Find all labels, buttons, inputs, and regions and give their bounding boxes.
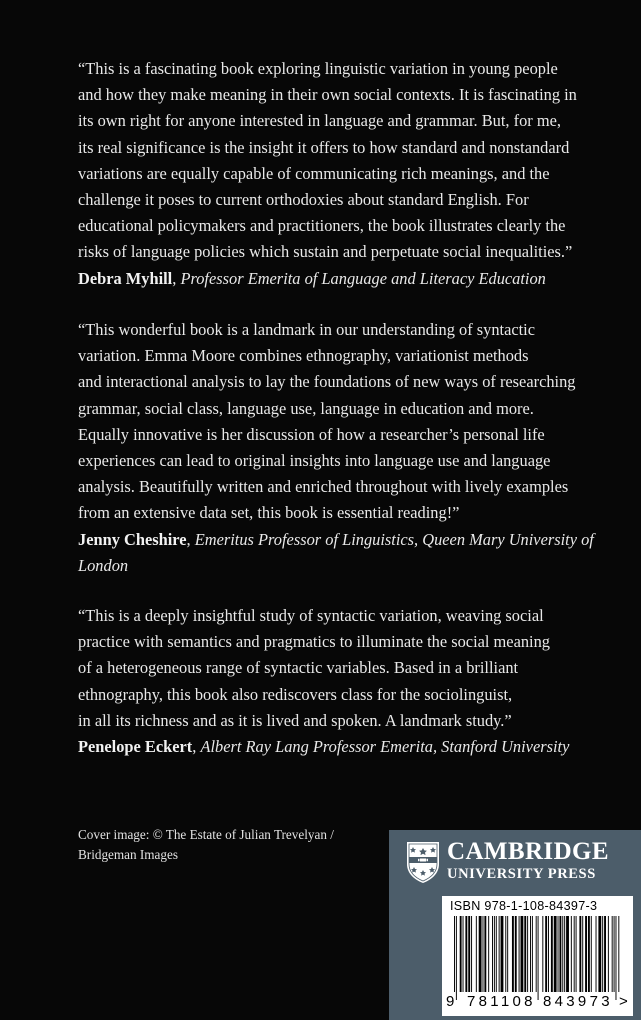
barcode-digit-first: 9 bbox=[446, 993, 455, 1010]
barcode-bar bbox=[562, 916, 563, 992]
barcode-bars bbox=[450, 916, 626, 1000]
quote-line: grammar, social class, language use, language in education and more. bbox=[78, 398, 534, 418]
barcode-bar bbox=[551, 916, 553, 992]
barcode-bar bbox=[538, 916, 539, 1000]
barcode-bar bbox=[505, 916, 506, 992]
barcode-bar bbox=[614, 916, 615, 992]
barcode-bar bbox=[456, 916, 457, 1000]
barcode-bar bbox=[460, 916, 462, 992]
quote-line: practice with semantics and pragmatics to illuminate the social meaning bbox=[78, 632, 550, 652]
barcode-bar bbox=[554, 916, 557, 992]
barcode-bar bbox=[527, 916, 528, 992]
barcode-bar bbox=[579, 916, 581, 992]
endorsement-1-text bbox=[78, 56, 598, 266]
barcode-bar bbox=[479, 916, 482, 992]
barcode-bar bbox=[524, 916, 526, 992]
quote-line: and how they make meaning in their own social contexts. It is fascinating in bbox=[78, 85, 577, 105]
endorser-name: Jenny Cheshire bbox=[78, 529, 187, 549]
cover-image-credit bbox=[78, 825, 334, 864]
barcode-bar bbox=[548, 916, 549, 992]
barcode-bar bbox=[604, 916, 606, 992]
endorser-title: Emeritus Professor of Linguistics, Queen Mary University of London bbox=[78, 529, 594, 575]
isbn-label: ISBN 978-1-108-84397-3 bbox=[450, 899, 598, 913]
endorsement-1 bbox=[78, 56, 598, 292]
quote-line: “This is a fascinating book exploring linguistic variation in young people bbox=[78, 59, 558, 78]
endorser-name: Penelope Eckert bbox=[78, 737, 193, 757]
barcode-bar bbox=[588, 916, 590, 992]
endorsement-3-attribution: Penelope Eckert, Albert Ray Lang Professor Emerita, Stanford University bbox=[78, 737, 570, 757]
barcode-bar bbox=[454, 916, 455, 1000]
barcode-bar bbox=[612, 916, 613, 992]
quote-line: “This is a deeply insightful study of syntactic variation, weaving social bbox=[78, 606, 544, 625]
barcode-bar bbox=[564, 916, 565, 992]
barcode-bar bbox=[530, 916, 531, 992]
quote-line: from an extensive data set, this book is essential reading!” bbox=[78, 503, 460, 523]
barcode-bar bbox=[484, 916, 486, 992]
barcode-bar bbox=[476, 916, 477, 992]
barcode-bar bbox=[501, 916, 504, 992]
barcode-bar bbox=[488, 916, 489, 992]
barcode-bar bbox=[494, 916, 495, 992]
quote-line: variations are equally capable of communicating rich meanings, and the bbox=[78, 163, 550, 183]
barcode-digits-left: 781108 bbox=[467, 993, 536, 1010]
quote-line: risks of language policies which sustain and perpetuate social inequalities.” bbox=[78, 242, 573, 262]
barcode-bar bbox=[559, 916, 561, 992]
quote-line: analysis. Beautifully written and enriched throughout with lively examples bbox=[78, 477, 569, 497]
barcode-bar bbox=[468, 916, 470, 992]
credit-line: Bridgeman Images bbox=[78, 846, 178, 862]
barcode-bar bbox=[536, 916, 537, 1000]
endorsement-2-text bbox=[78, 317, 598, 527]
endorsement-2 bbox=[78, 317, 598, 579]
barcode-bar bbox=[463, 916, 464, 992]
quote-line: challenge it poses to current orthodoxies about standard English. For bbox=[78, 190, 529, 210]
quote-line: in all its richness and as it is lived and spoken. A landmark study.” bbox=[78, 710, 512, 730]
publisher-name-line1: CAMBRIDGE bbox=[447, 838, 609, 865]
barcode-bar bbox=[618, 916, 619, 1000]
publisher-block bbox=[389, 830, 641, 1020]
quote-line: Equally innovative is her discussion of how a researcher’s personal life bbox=[78, 424, 545, 444]
quote-line: variation. Emma Moore combines ethnography, variationist methods bbox=[78, 346, 529, 366]
barcode-bar bbox=[492, 916, 493, 992]
barcode-bar bbox=[558, 916, 559, 992]
credit-line: Cover image: © The Estate of Julian Trevelyan / bbox=[78, 827, 334, 842]
barcode-bar bbox=[519, 916, 520, 992]
barcode-quiet-mark: > bbox=[619, 993, 628, 1010]
barcode-bar bbox=[596, 916, 597, 992]
barcode-bar bbox=[507, 916, 508, 992]
barcode-bar bbox=[542, 916, 543, 992]
publisher-name bbox=[447, 838, 609, 883]
endorser-title: Professor Emerita of Language and Literacy Education bbox=[180, 268, 546, 288]
barcode-bar bbox=[602, 916, 603, 992]
endorser-name: Debra Myhill bbox=[78, 268, 173, 288]
barcode-bar bbox=[598, 916, 601, 992]
quote-line: of a heterogeneous range of syntactic variables. Based in a brilliant bbox=[78, 658, 519, 678]
barcode-bar bbox=[608, 916, 609, 992]
barcode-bar bbox=[465, 916, 467, 992]
barcode-bar bbox=[499, 916, 500, 992]
barcode-bar bbox=[616, 916, 617, 1000]
barcode-digits-right: 843973 bbox=[543, 993, 613, 1010]
quote-line: ethnography, this book also rediscovers class for the sociolinguist, bbox=[78, 684, 513, 704]
publisher-name-line2: UNIVERSITY PRESS bbox=[447, 866, 596, 882]
cambridge-crest-icon bbox=[405, 840, 441, 884]
barcode-bar bbox=[545, 916, 547, 992]
quote-line: its real significance is the insight it offers to how standard and nonstandard bbox=[78, 137, 570, 157]
quote-line: educational policymakers and practitioners, the book illustrates clearly the bbox=[78, 216, 566, 236]
barcode-box bbox=[442, 896, 633, 1016]
barcode-bar bbox=[571, 916, 572, 992]
barcode-bar bbox=[591, 916, 592, 992]
endorsement-2-attribution: Jenny Cheshire, Emeritus Professor of Linguistics, Queen Mary University of London bbox=[78, 529, 594, 575]
barcode-bar bbox=[496, 916, 497, 992]
barcode-bar bbox=[471, 916, 472, 992]
barcode-bar bbox=[576, 916, 577, 992]
barcode-bar bbox=[585, 916, 587, 992]
barcode-bar bbox=[515, 916, 517, 992]
endorser-title: Albert Ray Lang Professor Emerita, Stanford University bbox=[200, 737, 570, 757]
barcode-bar bbox=[483, 916, 484, 992]
endorsement-3-text bbox=[78, 603, 598, 734]
barcode-bar bbox=[566, 916, 569, 992]
quote-line: its own right for anyone interested in language and grammar. But, for me, bbox=[78, 111, 561, 131]
barcode-bar bbox=[582, 916, 583, 992]
quote-line: experiences can lead to original insights into language use and language bbox=[78, 451, 551, 471]
barcode-bar bbox=[512, 916, 514, 992]
endorsement-3 bbox=[78, 603, 598, 760]
endorsement-1-attribution: Debra Myhill, Professor Emerita of Language and Literacy Education bbox=[78, 268, 546, 288]
barcode-bar bbox=[532, 916, 533, 992]
quote-line: and interactional analysis to lay the foundations of new ways of researching bbox=[78, 372, 576, 392]
barcode-bar bbox=[574, 916, 575, 992]
barcode-bar bbox=[521, 916, 524, 992]
quote-line: “This wonderful book is a landmark in our understanding of syntactic bbox=[78, 320, 536, 339]
